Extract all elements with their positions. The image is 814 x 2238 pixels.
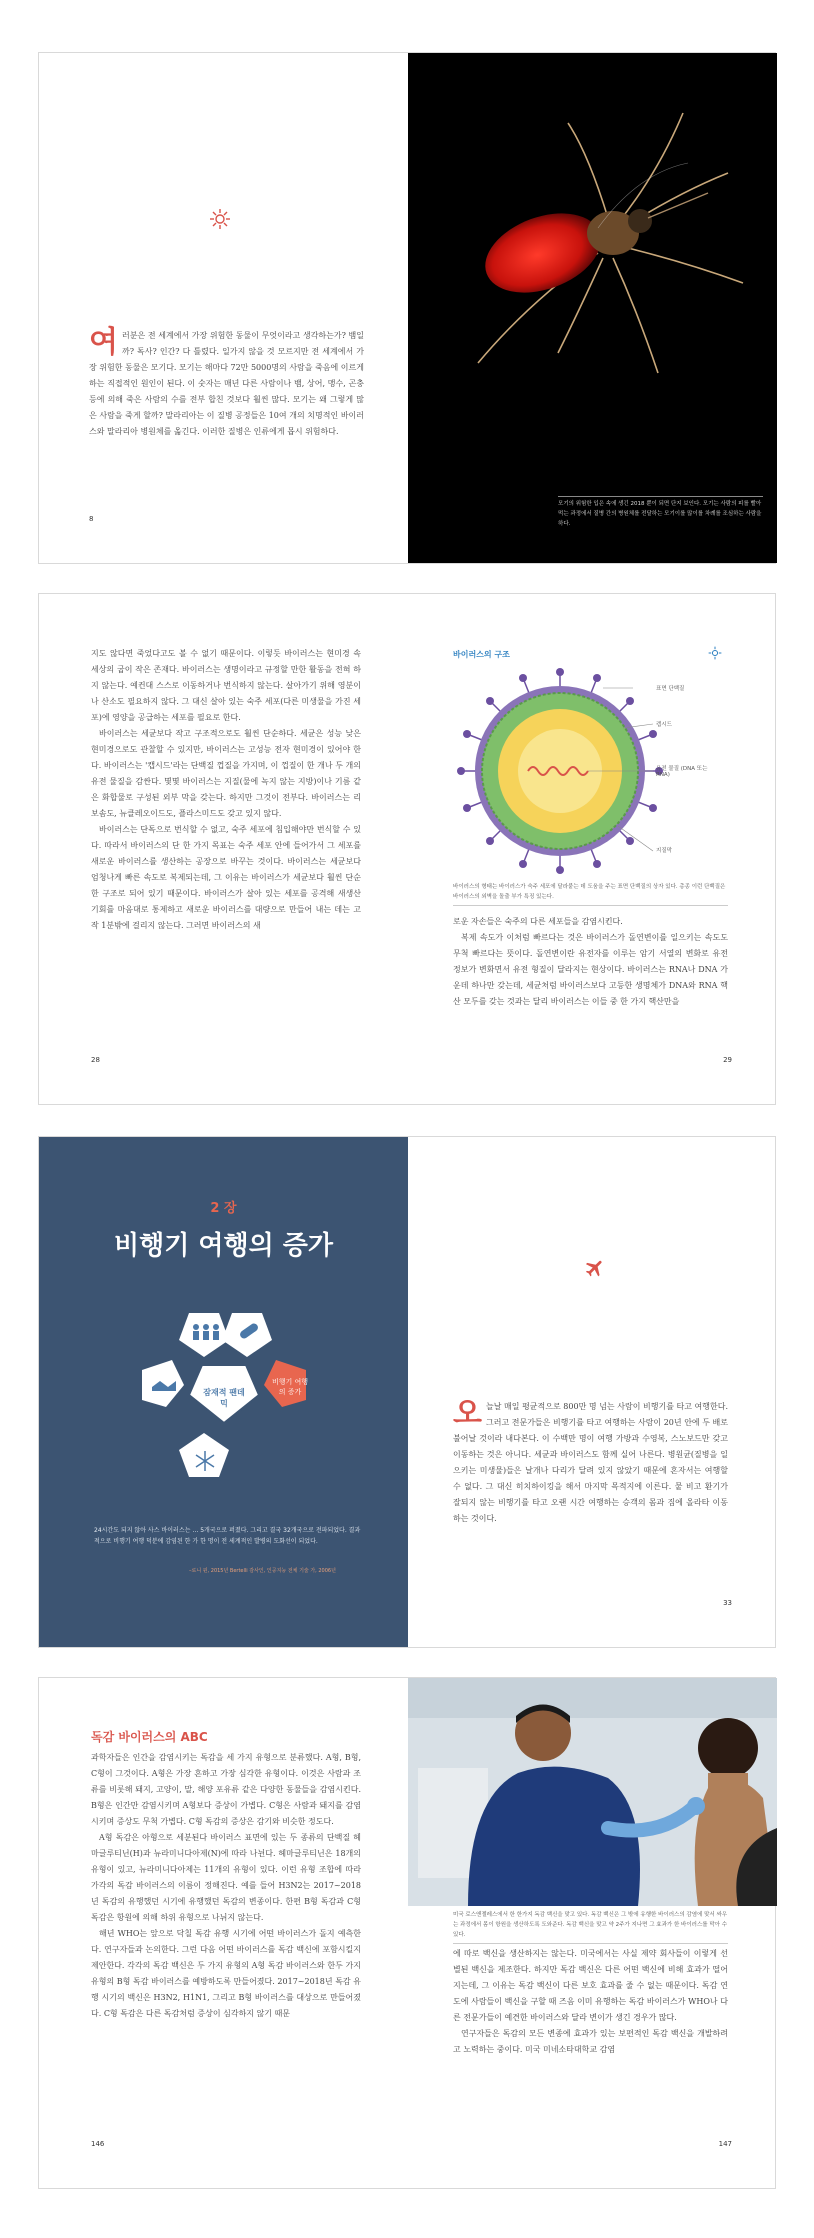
paragraph: A형 독감은 아형으로 세분된다 바이러스 표면에 있는 두 종류의 단백질 헤마글루티닌(H)과 뉴라미니다아제(N)에 따라 나뉜다. 헤마글루티닌은 18개의 유형이 있고, 뉴라미니다아제는 11개의 유형이 있다. 이런 유형 조합에 따라 가각의 독감 바이러스의 이름이 정해진다. 예를 들어 H3N2는 2017~2018년 독감의 유행했던 시기에 유행했던 독감의 변종이다. 한편 B형 독감과 C형 독감은 항원에 의해 하위 유형으로 나뉘지 않는다. xyxy=(91,1833,361,1922)
photo-caption: 모기의 위험한 입은 속에 생긴 2018 뿐이 되면 단지 보인다. 모기는 사람의 피를 빨아 먹는 과정에서 질병 간의 병원체를 전달하는 모기이를 많이를 차례를 조심하는 사람을 하다. xyxy=(558,496,763,529)
page-number: 8 xyxy=(89,515,94,523)
paragraph: 연구자들은 독감의 모든 변종에 효과가 있는 보편적인 독감 백신을 개발하려고 노력하는 중이다. 미국 미네소타대학교 감염 xyxy=(453,2029,728,2054)
paragraph: 해년 WHO는 앞으로 닥칠 독감 유행 시기에 어떤 바이러스가 돌지 예측한다. 연구자들과 논의한다. 그런 다음 어떤 바이러스를 독감 백신에 포함시킬지 제안한다. 각각의 독감 백신은 두 가지 유형의 A형 독감 바이러스와 한두 가지 유형의 B형 독감 바이러스를 예방하도록 만들어졌다. 2017~2018년 독감 유행 시기의 백신은 H3N2, H1N1, 그리고 B형 바이러스를 대상으로 만들어졌다. C형 독감은 다른 독감처럼 증상이 심각하지 않기 때문 xyxy=(91,1929,361,2018)
paragraph: 로운 자손들은 숙주의 다른 세포들을 감염시킨다. xyxy=(453,917,623,926)
paragraph: 바이러스는 세균보다 작고 구조적으로도 훨씬 단순하다. 세균은 성능 낮은 현미경으로도 관찰할 수 있지만, 바이러스는 고성능 전자 현미경이 있어야 한다. 바이러스는 '캡시드'라는 단백질 껍질을 가지며, 이 껍질이 한 개나 두 개의 유전 물질을 감싼다. 몇몇 바이러스는 지질(물에 녹지 않는 지방)이나 기름 같은 화합물로 구성된 외부 막을 갖는다. 하지만 그것이 전부다. 바이러스는 리보솜도, 뉴클레오이드도, 플라스미드도 갖고 있지 않다. xyxy=(91,729,361,818)
vaccination-photo xyxy=(408,1678,777,1906)
paragraph: 바이러스는 단독으로 번식할 수 없고, 숙주 세포에 침입해야만 번식할 수 있다. 따라서 바이러스의 단 한 가지 목표는 숙주 세포 안에 들어가서 그 세포를 새로운 바이러스를 생산하는 공장으로 바꾸는 것이다. 바이러스는 세균보다 엄청나게 빠른 속도로 복제되는데, 그 이유는 바이러스가 세균보다 훨씬 단순한 구조로 되어 있기 때문이다. 바이러스가 살아 있는 세포를 공격해 새생산 기회를 마음대로 통제하고 새로운 바이러스를 대량으로 만들어 내는 데는 고작 1분밖에 걸리지 않는다. 그러면 바이러스의 새 xyxy=(91,825,361,930)
section-heading: 독감 바이러스의 ABC xyxy=(91,1730,208,1744)
airplane-icon xyxy=(584,1257,606,1279)
mosquito-photo xyxy=(408,53,777,563)
photo-caption: 미국 로스앤젤레스에서 한 한가지 독감 백신을 맞고 있다. 독감 백신은 그 밖에 유행한 바이러스의 감염에 맞서 싸우는 과정에서 몸이 항원을 생산하도록 도와준다. 독감 백신을 맞고 약 2주가 지나면 그 효과가 한 바이러스를 막아 수 있다. xyxy=(453,1910,728,1944)
virus-small-icon xyxy=(708,646,722,660)
label-genetic-material: 유전 물질 (DNA 또는 RNA) xyxy=(656,766,708,778)
page-28 xyxy=(39,594,408,1104)
paragraph: 과학자들은 인간을 감염시키는 독감을 세 가지 유형으로 분류했다. A형, B형, C형이 그것이다. A형은 가장 흔하고 가장 심각한 유형이다. 이것은 사람과 조류를 비롯해 돼지, 고양이, 말, 해양 포유류 같은 다양한 동물들을 감염시킨다. B형은 인간만 감염시키며 A형보다 증상이 가볍다. C형은 사람과 돼지를 감염시키며 증상도 무척 가볍다. C형 독감의 증상은 감기와 비슷한 정도다. xyxy=(91,1753,361,1826)
page-146 xyxy=(39,1678,408,2188)
highlight-label: 비행기 여행의 증가 xyxy=(271,1378,309,1396)
page-number: 147 xyxy=(718,2140,732,2148)
label-capsid: 캡시드 xyxy=(656,722,672,728)
spread-chapter-2 xyxy=(38,1136,776,1648)
paragraph: 지도 않다면 죽었다고도 볼 수 없기 때문이다. 이렇듯 바이러스는 현미경 속 세상의 굽이 작은 존재다. 바이러스는 생명이라고 규정할 만한 활동을 전혀 하지 않는다. 예컨대 스스로 이동하거나 번식하지 않는다. 살아가기 위해 영분이나 산소도 필요하지 않다. 그 대신 살아 있는 숙주 세포(다른 미생물을 가진 세포)에 영양을 공급하는 세포를 필요로 한다. xyxy=(91,649,361,722)
label-surface-protein: 표면 단백질 xyxy=(656,686,685,692)
paragraph: 복제 속도가 이처럼 빠르다는 것은 바이러스가 돌연변이를 일으키는 속도도 무척 빠르다는 뜻이다. 돌연변이란 유전자를 이루는 암기 서열의 변화로 유전 정보가 변화면서 유전 형질이 달라지는 현상이다. 바이러스는 RNA나 DNA 가운데 하나만 갖는데, 세균처럼 바이러스보다 고등한 생명체가 DNA와 RNA 핵산 모두를 갖는 것과는 달리 바이러스는 이들 중 한 가지 핵산만을 xyxy=(453,933,728,1006)
chapter-opener xyxy=(39,1137,408,1647)
page-number: 28 xyxy=(91,1056,100,1064)
dropcap: 오 xyxy=(453,1396,482,1431)
spread-mosquito xyxy=(38,52,776,564)
body-paragraph: 여러분은 전 세계에서 가장 위험한 동물이 무엇이라고 생각하는가? 뱀일까? 독사? 인간? 다 틀렸다. 일가지 않을 것 모르지만 전 세계에서 가장 위험한 동물은 모기다. 모기는 해마다 72만 5000명의 사람을 죽음에 이르게 하는 직접적인 원인이 된다. 이 숫자는 매년 다른 사람이나 뱀, 상어, 맹수, 곤충 등에 의해 죽은 사람의 수를 전부 합친 것보다 훨씬 많다. 모기는 왜 그렇게 많은 사람을 죽게 할까? 말라리아는 이 질병 공정들은 10여 개의 치명적인 바이러스와 말라리아 병원체를 옮긴다. 이러한 질병은 인류에게 몹시 위험하다. xyxy=(89,325,364,436)
diagram-caption: 바이러스의 형태는 바이러스가 숙주 세포에 달라붙는 데 도움을 주는 표면 단백질의 상자 있다. 총종 이런 단백질은 바이러스의 외벽을 돌출 부가 특징 있는다. xyxy=(453,882,728,906)
page-33 xyxy=(408,1137,777,1647)
paragraph: 에 따로 백신을 생산하지는 않는다. 미국에서는 사실 제약 회사들이 이렇게 선별된 백신을 제조한다. 하지만 독감 백신은 다른 어떤 백신에 비해 효과가 떨어지는데, 그 이유는 독감 백신이 다른 보호 효과를 줄 수 없는 때문이다. 독감 연도에 사람들이 백신을 구할 때 즈음 이미 유행하는 독감 바이러스가 WHO나 다른 전문가들이 예견한 바이러스와 달라 변이가 생긴 경우가 많다. xyxy=(453,1949,728,2022)
body-column xyxy=(453,914,728,1010)
page-8 xyxy=(39,53,408,563)
page-number: 146 xyxy=(91,2140,105,2148)
page-number: 33 xyxy=(723,1599,732,1607)
center-label: 잠재적 팬데믹 xyxy=(203,1388,245,1408)
spread-flu-abc xyxy=(38,1677,776,2189)
page-number: 29 xyxy=(723,1056,732,1064)
diagram-title: 바이러스의 구조 xyxy=(453,650,510,659)
dropcap: 여 xyxy=(89,325,118,360)
page-29 xyxy=(408,594,777,1104)
body-paragraph: 오늘날 매일 평균적으로 800만 명 넘는 사람이 비행기를 타고 여행한다. 그러고 전문가들은 비행기를 타고 여행하는 사람이 20년 안에 두 배로 불어날 것이라 내다본다. 이 수백만 명이 여행 가방과 수영복, 스노보드만 갖고 이동하는 것은 아니다. 세균과 바이러스도 함께 실어 나른다. 병원균(질병을 일으키는 미생물)들은 날개나 다리가 달려 있지 않았기 때문에 혼자서는 여행할 수 없다. 그 대신 히치하이킹을 해서 마지막 목적지에 이른다. 뭍 비고 환기가 잘되지 않는 비행기를 타고 오랜 시간 여행하는 승객의 몸과 짐에 올라타 이동하는 것이다. xyxy=(453,1396,728,1523)
body-column xyxy=(91,1750,361,2022)
virus-ornament-icon xyxy=(209,208,231,230)
chapter-label: 2 장 xyxy=(210,1201,237,1216)
quote-source: –로니 윈, 2015년 Bertelli 감사인, 인공지능 전체 기술 가, 2006년 xyxy=(189,1568,336,1574)
spread-virus-structure xyxy=(38,593,776,1105)
body-column xyxy=(453,1946,728,2058)
body-column xyxy=(91,646,361,934)
chapter-quote: 24시간도 되지 않아 사스 바이러스는 … 5개국으로 퍼졌다. 그리고 결국 32개국으로 전파되었다. 결과적으로 비행기 여행 덕분에 감염된 한 가 한 명이 전 세계적인 발병의 도화선이 되었다. xyxy=(94,1527,361,1545)
chapter-title: 비행기 여행의 증가 xyxy=(113,1231,334,1261)
label-lipid-membrane: 지질막 xyxy=(656,848,672,854)
mosquito-image xyxy=(408,53,777,563)
page-147 xyxy=(408,1678,777,2188)
